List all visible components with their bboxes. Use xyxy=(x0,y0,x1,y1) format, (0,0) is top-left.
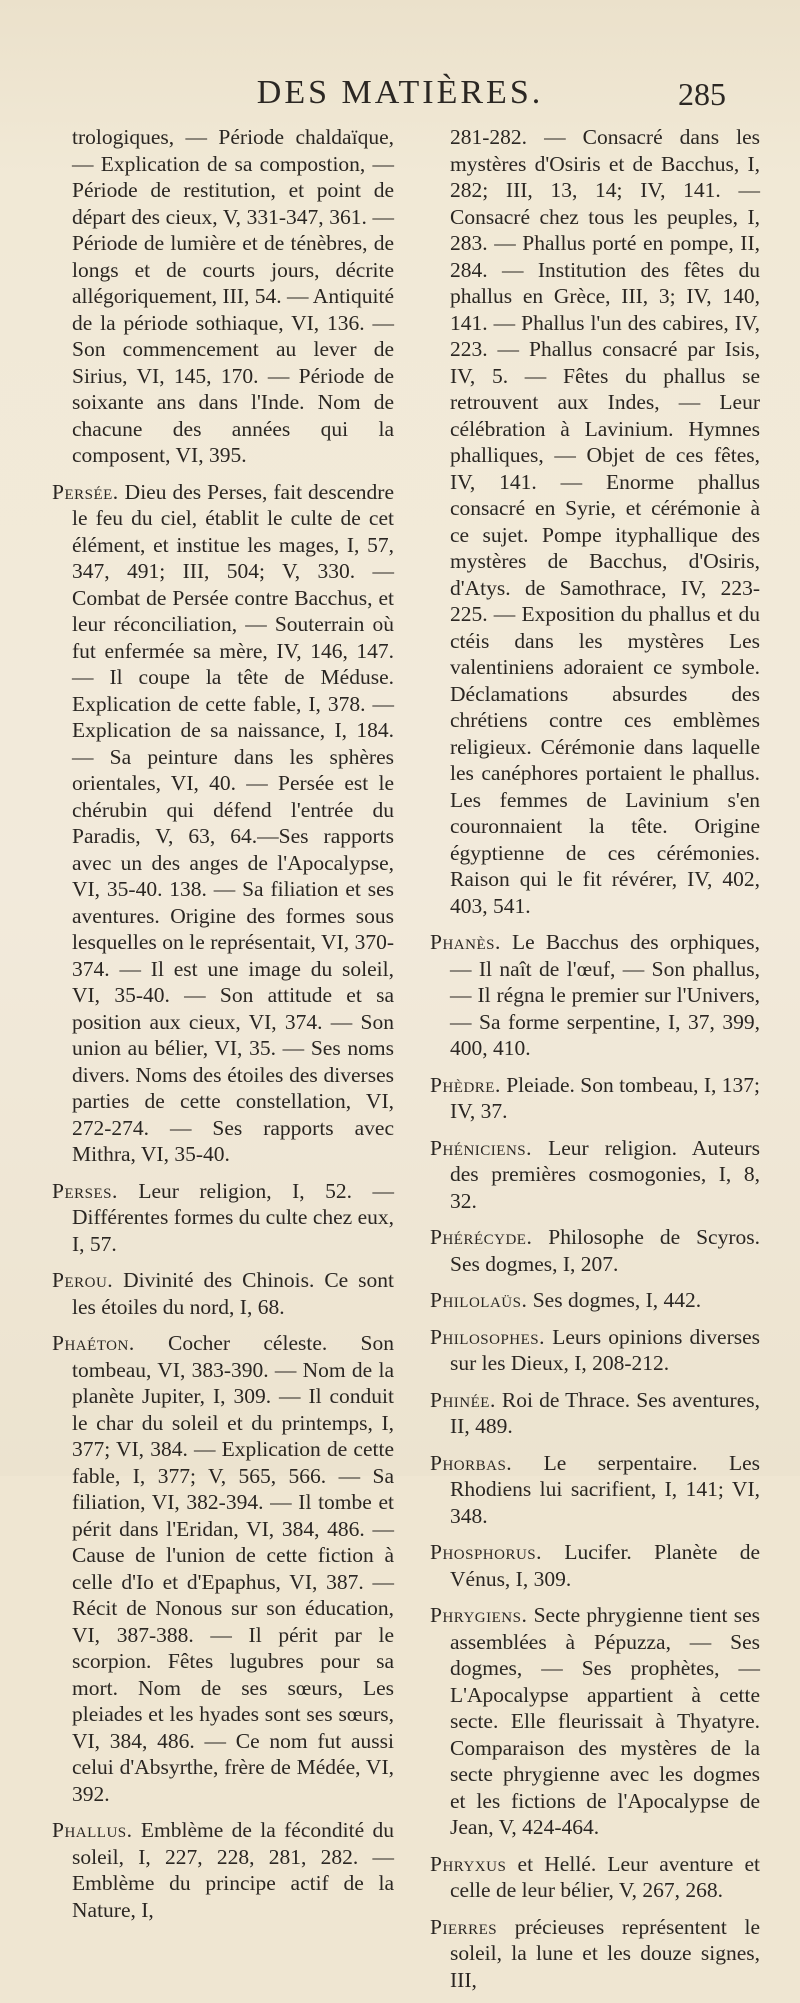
entry-text: Divinité des Chinois. Ce sont les étoiles du nord, I, 68. xyxy=(72,1268,394,1319)
index-entry xyxy=(52,479,394,1168)
index-entry xyxy=(430,1602,760,1841)
index-entry xyxy=(430,1851,760,1904)
entry-text: Philosophe de Scyros. Ses dogmes, I, 207. xyxy=(450,1225,760,1276)
index-entry xyxy=(430,1387,760,1440)
entry-headword: Phérécyde. xyxy=(430,1225,533,1249)
index-entry xyxy=(52,1330,394,1807)
entry-text: Leur religion, I, 52. — Différentes formes du culte chez eux, I, 57. xyxy=(72,1178,394,1256)
entry-text: Le Bacchus des orphiques, — Il naît de l'œuf, — Son phallus, — Il régna le premier sur l'Univers, — Sa forme serpentine, I, 37, 399, 400, 410. xyxy=(450,930,760,1060)
entry-headword: Pierres xyxy=(430,1914,498,1939)
entry-headword: Phéniciens. xyxy=(430,1135,532,1160)
entry-headword: Phorbas. xyxy=(430,1450,513,1475)
entry-text: précieuses représentent le soleil, la lune et les douze signes, III, xyxy=(450,1914,760,1992)
entry-text: Emblème de la fécondité du soleil, I, 227, 228, 281, 282. — Emblème du principe actif de la Nature, I, xyxy=(72,1818,394,1922)
index-entry xyxy=(430,1135,760,1215)
index-entry xyxy=(52,1817,394,1923)
entry-text: Pleiade. Son tombeau, I, 137; IV, 37. xyxy=(450,1072,760,1123)
entry-text: Secte phrygienne tient ses assemblées à Pépuzza, — Ses dogmes, — Ses prophètes, — L'Apocalypse appartient à cette secte. Elle fleurissait à Thyatyre. Comparaison des mystères de la secte phrygienne avec les dogmes et les fictions de l'Apocalypse de Jean, V, 424-464. xyxy=(450,1603,760,1839)
entry-text: et Hellé. Leur aventure et celle de leur bélier, V, 267, 268. xyxy=(450,1851,760,1902)
entry-text: Ses dogmes, I, 442. xyxy=(527,1288,702,1312)
left-column xyxy=(52,124,394,1933)
entry-headword: Phrygiens. xyxy=(430,1603,528,1627)
entry-headword: Phanès. xyxy=(430,930,501,954)
entry-text: Le serpentaire. Les Rhodiens lui sacrifient, I, 141; VI, 348. xyxy=(450,1450,760,1528)
entry-text: Roi de Thrace. Ses aventures, II, 489. xyxy=(450,1387,760,1438)
entry-headword: Phaéton. xyxy=(52,1331,135,1355)
index-entry xyxy=(52,1178,394,1258)
index-entry xyxy=(52,124,394,469)
entry-headword: Phèdre. xyxy=(430,1072,501,1097)
entry-headword: Philosophes. xyxy=(430,1324,546,1349)
entry-text: trologiques, — Période chaldaïque, — Explication de sa compostion, — Période de restitution, et point de départ des cieux, V, 331-347, 361. — Période de lumière et de ténèbres, de longs et de courts jours, décrite allégoriquement, III, 54. — Antiquité de la période sothiaque, VI, 136. — Son commencement au lever de Sirius, VI, 145, 170. — Période de soixante ans dans l'Inde. Nom de chacune des années qui la composent, VI, 395. xyxy=(72,125,394,467)
entry-headword: Perou. xyxy=(52,1268,114,1292)
entry-text: Leur religion. Auteurs des premières cosmogonies, I, 8, 32. xyxy=(450,1135,760,1213)
index-entry xyxy=(430,929,760,1062)
entry-text: 281-282. — Consacré dans les mystères d'Osiris et de Bacchus, I, 282; III, 13, 14; IV, 141. — Consacré chez tous les peuples, I, 283. — Phallus porté en pompe, II, 284. — Institution des fêtes du phallus en Grèce, III, 3; IV, 140, 141. — Phallus l'un des cabires, IV, 223. — Phallus consacré par Isis, IV, 5. — Fêtes du phallus se retrouvent aux Indes, — Leur célébration à Lavinium. Hymnes phalliques, — Objet de ces fêtes, IV, 141. — Enorme phallus consacré en Syrie, et cérémonie à ce sujet. Pompe ityphallique des mystères de Bacchus, d'Osiris, d'Atys. de Samothrace, IV, 223-225. — Exposition du phallus et du ctéis dans les mystères Les valentiniens adoraient ce symbole. Déclamations absurdes des chrétiens contre ces emblèmes religieux. Cérémonie dans laquelle les canéphores portaient le phallus. Les femmes de Lavinium s'en couronnaient la tête. Origine égyptienne de ces cérémonies. Raison qui le fit révérer, IV, 402, 403, 541. xyxy=(450,125,760,918)
index-entry xyxy=(430,1324,760,1377)
index-entry xyxy=(430,124,760,919)
entry-text: Cocher céleste. Son tombeau, VI, 383-390. — Nom de la planète Jupiter, I, 309. — Il conduit le char du soleil et du printemps, I, 377; VI, 384. — Explication de cette fable, I, 377; V, 565, 566. — Sa filiation, VI, 382-394. — Il tombe et périt dans l'Eridan, VI, 384, 486. — Cause de l'union de cette fiction à celle d'Io et d'Epaphus, VI, 387. — Récit de Nonous sur son éducation, VI, 387-388. — Il périt par le scorpion. Fêtes lugubres pour sa mort. Nom de ses sœurs, Les pleiades et les hyades sont ses sœurs, VI, 384, 486. — Ce nom fut aussi celui d'Absyrthe, frère de Médée, VI, 392. xyxy=(72,1331,394,1806)
entry-headword: Phryxus xyxy=(430,1851,507,1876)
entry-headword: Phosphorus. xyxy=(430,1540,543,1564)
index-entry xyxy=(430,1287,760,1314)
index-entry xyxy=(430,1450,760,1530)
entry-headword: Persée. xyxy=(52,479,119,504)
entry-headword: Perses. xyxy=(52,1178,118,1203)
index-entry xyxy=(430,1224,760,1277)
index-entry xyxy=(52,1267,394,1320)
entry-text: Leurs opinions diverses sur les Dieux, I, 208-212. xyxy=(450,1324,760,1375)
entry-text: Lucifer. Planète de Vénus, I, 309. xyxy=(450,1540,760,1591)
entry-text: Dieu des Perses, fait descendre le feu du ciel, établit le culte de cet élément, et institue les mages, I, 57, 347, 491; III, 504; V, 330. — Combat de Persée contre Bacchus, et leur réconciliation, — Souterrain où fut enfermée sa mère, IV, 146, 147. — Il coupe la tête de Méduse. Explication de cette fable, I, 378. — Explication de sa naissance, I, 184. — Sa peinture dans les sphères orientales, VI, 40. — Persée est le chérubin qui défend l'entrée du Paradis, V, 63, 64.—Ses rapports avec un des anges de l'Apocalypse, VI, 35-40. 138. — Sa filiation et ses aventures. Origine des formes sous lesquelles on le représentait, VI, 370-374. — Il est une image du soleil, VI, 35-40. — Son attitude et sa position aux cieux, VI, 374. — Son union au bélier, VI, 35. — Ses noms divers. Noms des étoiles des diverses parties de cette constellation, VI, 272-274. — Ses rapports avec Mithra, VI, 35-40. xyxy=(72,479,394,1166)
entry-headword: Philolaüs. xyxy=(430,1288,528,1312)
index-entry xyxy=(430,1072,760,1125)
running-head: DES MATIÈRES. xyxy=(256,74,544,111)
page-number: 285 xyxy=(678,76,726,112)
index-entry xyxy=(430,1914,760,1994)
entry-headword: Phinée. xyxy=(430,1387,496,1412)
right-column xyxy=(430,124,760,2003)
page-header xyxy=(0,74,800,114)
entry-headword: Phallus. xyxy=(52,1818,133,1842)
index-entry xyxy=(430,1539,760,1592)
